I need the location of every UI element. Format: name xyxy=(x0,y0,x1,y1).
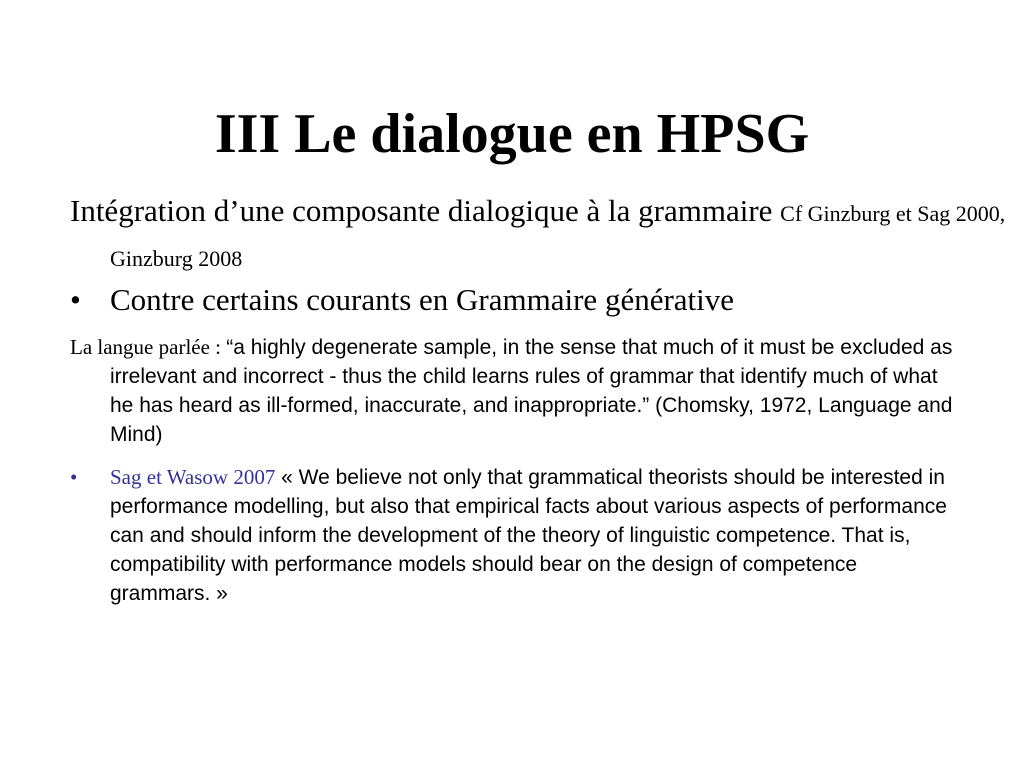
chomsky-quote-text: “a highly degenerate sample, in the sense that much of it must be excluded as irrelevant and incorrect - thus the child learns rules of grammar that identify much of what he has heard as ill-formed, inaccurate, and inappropriate.” (Chomsky, 1972, Language and Mind) xyxy=(110,336,953,446)
sag-wasow-reference: Sag et Wasow 2007 xyxy=(110,465,276,489)
bullet-generative-text: Contre certains courants en Grammaire générative xyxy=(110,282,735,317)
bullet-marker: • xyxy=(70,282,81,317)
intro-text: Intégration d’une composante dialogique à la grammaire xyxy=(70,193,773,228)
intro-citation: Cf Ginzburg et Sag 2000, Ginzburg 2008 xyxy=(110,201,1006,271)
bullet-generative-grammar xyxy=(70,279,1010,321)
sag-wasow-paragraph xyxy=(70,463,960,608)
slide-title: III Le dialogue en HPSG xyxy=(214,103,810,165)
sag-wasow-quote-text: « We believe not only that grammatical theorists should be interested in performance modelling, but also that empirical facts about various aspects of performance can and should inform the development of the theory of linguistic competence. That is, compatibility with performance models should bear on the design of competence grammars. » xyxy=(110,466,947,605)
bullet-marker: • xyxy=(70,465,78,489)
chomsky-quote-paragraph xyxy=(70,333,960,449)
quote-lead: La langue parlée : xyxy=(70,335,227,359)
intro-paragraph xyxy=(70,190,1010,280)
